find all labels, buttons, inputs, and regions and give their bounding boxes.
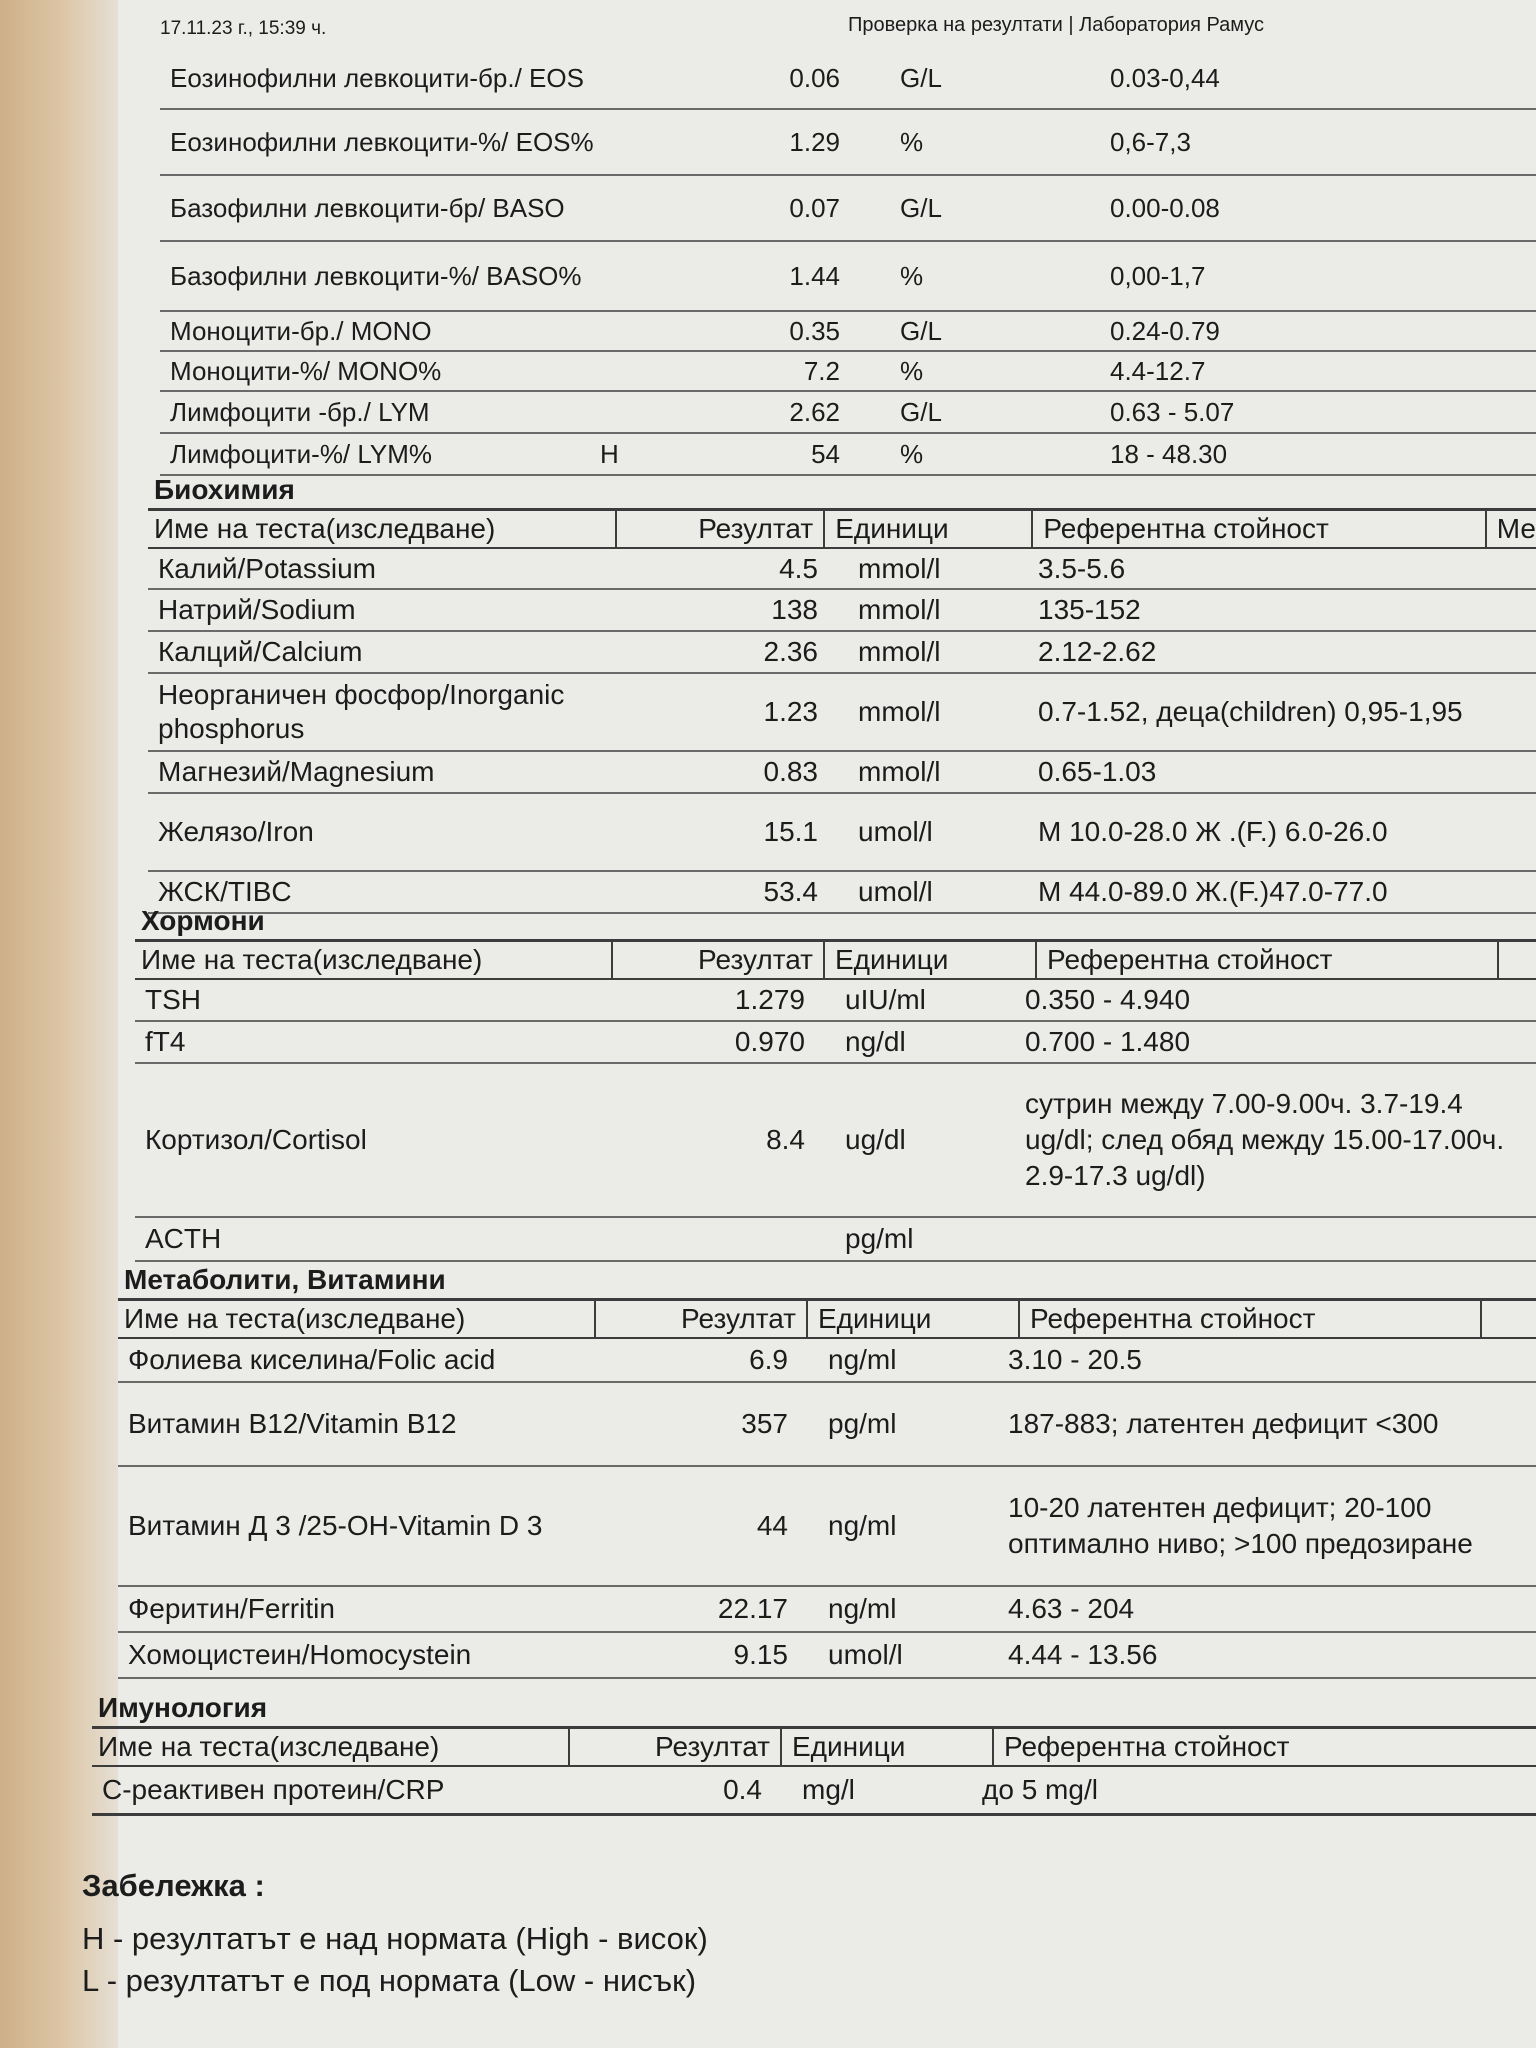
test-unit: G/L [900, 192, 942, 223]
test-reference: сутрин между 7.00-9.00ч. 3.7-19.4 ug/dl; след обяд между 15.00-17.00ч. 2.9-17.3 ug/dl) [1025, 1088, 1505, 1191]
test-name: Неорганичен фосфор/Inorganic phosphorus [158, 679, 565, 744]
test-reference: 0.03-0,44 [1110, 63, 1220, 93]
column-header-reference: Референтна стойност [1037, 942, 1499, 978]
test-name: fT4 [145, 1026, 186, 1057]
test-reference: 0.24-0.79 [1110, 316, 1220, 346]
section-title: Биохимия [148, 472, 1536, 511]
test-name: Желязо/Iron [158, 816, 314, 847]
test-unit: G/L [900, 62, 942, 93]
test-unit: mmol/l [858, 552, 941, 584]
table-header [92, 1729, 1536, 1767]
column-header-reference: Референтна стойност [1033, 511, 1486, 547]
test-reference: 4.4-12.7 [1110, 356, 1206, 386]
table-row [148, 632, 1536, 674]
table-row [148, 794, 1536, 872]
table-row [160, 110, 1536, 176]
test-unit: mmol/l [858, 594, 941, 625]
table-row [148, 590, 1536, 632]
test-reference: 18 - 48.30 [1110, 439, 1228, 469]
table-row [118, 1633, 1536, 1679]
table-row [160, 392, 1536, 434]
test-name: ЖСК/TIBC [158, 876, 292, 907]
table-row [160, 176, 1536, 242]
test-reference: до 5 mg/l [982, 1774, 1098, 1805]
table-header [118, 1301, 1536, 1339]
test-name: Кортизол/Cortisol [145, 1124, 367, 1155]
flag-high: H [600, 438, 619, 469]
column-header-unit: Единици [782, 1729, 994, 1765]
note-line-high: H - резултатът е над нормата (High - висок) [82, 1921, 708, 1956]
test-name: Натрий/Sodium [158, 594, 356, 625]
test-result: 0.35 [789, 315, 840, 346]
test-unit: % [900, 355, 924, 386]
test-result: 7.2 [803, 355, 840, 386]
column-header-name: Име на теста(изследване) [92, 1729, 570, 1765]
test-unit: ug/dl [845, 1124, 906, 1155]
test-unit: mmol/l [858, 696, 941, 727]
table-row [160, 242, 1536, 312]
test-result: 44 [756, 1510, 788, 1541]
test-result: 53.4 [763, 876, 818, 907]
test-reference: 0.700 - 1.480 [1025, 1026, 1191, 1057]
column-header-reference: Референтна стойност [1004, 1731, 1290, 1762]
column-header-result: Резултат [613, 942, 825, 978]
test-name: Базофилни левкоцити-%/ BASO% [170, 261, 582, 291]
test-unit: G/L [900, 396, 942, 427]
biochemistry-section [148, 472, 1536, 914]
table-row [160, 48, 1536, 110]
test-name: Калций/Calcium [158, 636, 363, 667]
note-line-low: L - резултатът е под нормата (Low - нисък) [82, 1963, 697, 1998]
column-header-unit: Единици [808, 1301, 1020, 1337]
test-name: Фолиева киселина/Folic acid [128, 1344, 496, 1375]
table-row [118, 1339, 1536, 1383]
test-result: 0.07 [789, 192, 840, 223]
test-name: Лимфоцити-%/ LYM% [170, 439, 433, 469]
table-row [92, 1767, 1536, 1816]
test-name: Лимфоцити -бр./ LYM [170, 397, 430, 427]
test-result: 4.5 [779, 552, 818, 584]
table-row [148, 752, 1536, 794]
column-header-unit: Единици [825, 511, 1033, 547]
test-name: Хомоцистеин/Homocystein [128, 1639, 472, 1670]
test-result: 138 [771, 594, 818, 625]
test-unit: mg/l [802, 1774, 855, 1805]
test-unit: ng/ml [828, 1510, 897, 1541]
column-header-name: Име на теста(изследване) [135, 942, 613, 978]
test-result: 22.17 [717, 1593, 788, 1624]
column-header-name: Име на теста(изследване) [118, 1301, 596, 1337]
table-row [135, 1022, 1536, 1064]
test-name: С-реактивен протеин/CRP [102, 1774, 445, 1805]
test-result: 0.4 [723, 1774, 762, 1805]
column-header-result: Резултат [570, 1729, 782, 1765]
test-unit: umol/l [828, 1639, 903, 1670]
test-unit: uIU/ml [845, 984, 926, 1015]
page-header [160, 14, 1410, 48]
test-reference: 0.00-0.08 [1110, 193, 1220, 223]
test-reference: М 10.0-28.0 Ж .(F.) 6.0-26.0 [1038, 816, 1388, 847]
test-unit: ng/dl [845, 1026, 906, 1057]
section-title: Имунология [92, 1690, 1536, 1729]
test-result: 0.970 [734, 1026, 805, 1057]
test-reference: 0.350 - 4.940 [1025, 984, 1191, 1015]
table-row [118, 1383, 1536, 1467]
table-header [148, 511, 1536, 549]
print-date: 17.11.23 г., 15:39 ч. [160, 18, 327, 39]
immunology-section [92, 1690, 1536, 1816]
test-reference: 135-152 [1038, 594, 1141, 625]
test-name: TSH [145, 984, 201, 1015]
test-reference: 0,6-7,3 [1110, 127, 1191, 157]
test-result: 1.29 [789, 126, 840, 157]
test-unit: pg/ml [845, 1223, 914, 1254]
test-result: 357 [741, 1408, 788, 1439]
test-name: Еозинофилни левкоцити-%/ EOS% [170, 127, 594, 157]
test-result: 15.1 [763, 816, 818, 847]
test-result: 1.279 [734, 984, 805, 1015]
table-row [135, 1218, 1536, 1262]
test-result: 8.4 [766, 1124, 805, 1155]
page-title: Проверка на резултати | Лаборатория Рамус [848, 14, 1265, 36]
test-reference: 0.65-1.03 [1038, 756, 1157, 787]
column-header-unit: Единици [825, 942, 1037, 978]
test-result: 6.9 [749, 1344, 788, 1375]
test-unit: umol/l [858, 816, 933, 847]
test-unit: % [900, 126, 924, 157]
hormones-section [135, 903, 1536, 1262]
section-title: Метаболити, Витамини [118, 1262, 1536, 1301]
test-unit: G/L [900, 315, 942, 346]
test-result: 54 [811, 438, 840, 469]
test-result: 2.62 [789, 396, 840, 427]
metabolites-vitamins-section [118, 1262, 1536, 1679]
column-header-extra: Ме [1496, 513, 1536, 544]
test-reference: 187-883; латентен дефицит <300 [1008, 1408, 1439, 1439]
column-header-result: Резултат [617, 511, 825, 547]
blood-count-table [160, 48, 1536, 476]
test-name: Витамин Д 3 /25-OH-Vitamin D 3 [128, 1510, 543, 1541]
legend-note [82, 1868, 708, 2002]
note-title: Забележка : [82, 1868, 265, 1903]
table-row [118, 1587, 1536, 1633]
test-reference: 4.44 - 13.56 [1008, 1639, 1158, 1670]
column-header-result: Резултат [596, 1301, 808, 1337]
test-result: 9.15 [733, 1639, 788, 1670]
test-reference: 3.10 - 20.5 [1008, 1344, 1142, 1375]
table-row [135, 1064, 1536, 1218]
test-unit: pg/ml [828, 1408, 897, 1439]
test-name: Магнезий/Magnesium [158, 756, 435, 787]
test-reference: 3.5-5.6 [1038, 552, 1126, 584]
table-row [160, 434, 1536, 476]
test-unit: mmol/l [858, 756, 941, 787]
table-header [135, 942, 1536, 980]
test-name: Моноцити-%/ MONO% [170, 356, 442, 386]
test-result: 1.23 [763, 696, 818, 727]
table-row [118, 1467, 1536, 1587]
test-name: Витамин B12/Vitamin B12 [128, 1408, 457, 1439]
test-unit: % [900, 260, 924, 291]
test-name: ACTH [145, 1223, 222, 1254]
test-name: Базофилни левкоцити-бр/ BASO [170, 193, 565, 223]
test-result: 2.36 [763, 636, 818, 667]
test-unit: mmol/l [858, 636, 941, 667]
test-reference: 0,00-1,7 [1110, 261, 1206, 291]
table-row [148, 549, 1536, 590]
test-result: 0.83 [763, 756, 818, 787]
test-unit: ng/ml [828, 1593, 897, 1624]
test-unit: % [900, 438, 924, 469]
test-unit: ng/ml [828, 1344, 897, 1375]
table-row [160, 312, 1536, 352]
test-name: Феритин/Ferritin [128, 1593, 335, 1624]
test-reference: М 44.0-89.0 Ж.(F.)47.0-77.0 [1038, 876, 1388, 907]
table-row [135, 980, 1536, 1022]
column-header-name: Име на теста(изследване) [148, 511, 617, 547]
test-reference: 2.12-2.62 [1038, 636, 1157, 667]
test-reference: 0.7-1.52, деца(children) 0,95-1,95 [1038, 696, 1463, 727]
test-name: Еозинофилни левкоцити-бр./ EOS [170, 63, 584, 93]
test-name: Калий/Potassium [158, 552, 376, 584]
section-title: Хормони [135, 903, 1536, 942]
test-reference: 10-20 латентен дефицит; 20-100 оптимално ниво; >100 предозиране [1008, 1492, 1473, 1559]
test-result: 0.06 [789, 62, 840, 93]
column-header-reference: Референтна стойност [1020, 1301, 1482, 1337]
table-row [148, 674, 1536, 752]
test-name: Моноцити-бр./ MONO [170, 316, 432, 346]
test-result: 1.44 [789, 260, 840, 291]
test-reference: 4.63 - 204 [1008, 1593, 1135, 1624]
test-unit: umol/l [858, 876, 933, 907]
test-reference: 0.63 - 5.07 [1110, 397, 1235, 427]
table-row [160, 352, 1536, 392]
